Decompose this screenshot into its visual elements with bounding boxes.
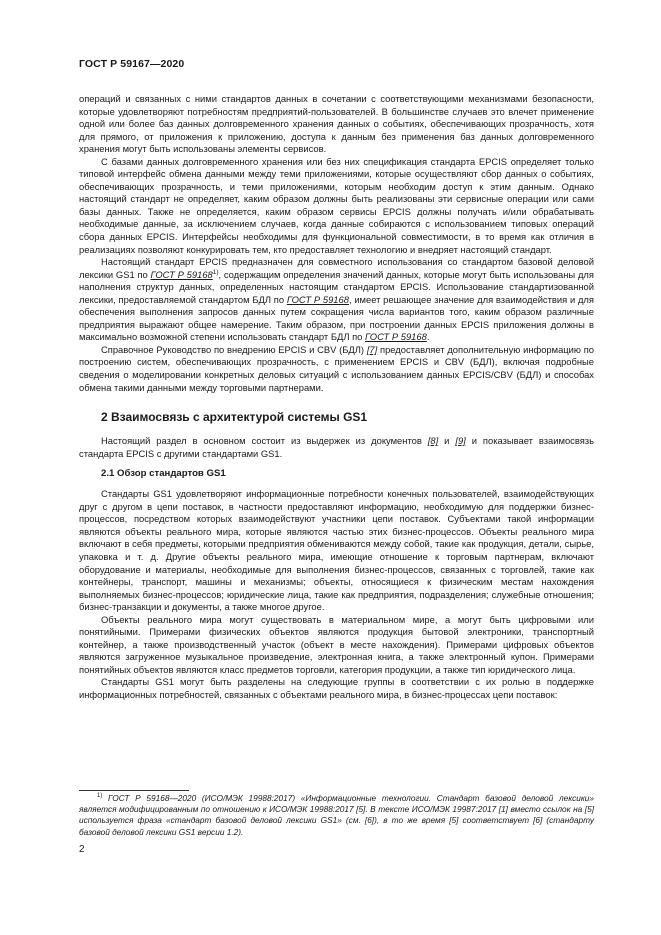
standard-reference-link[interactable]: ГОСТ Р 59168 xyxy=(286,293,349,305)
standard-reference-link[interactable]: ГОСТ Р 59168 xyxy=(365,331,427,343)
text-run: Настоящий раздел в основном состоит из выдержек из документов xyxy=(101,435,428,447)
paragraph: С базами данных долговременного хранения или без них спецификация стандарта EPCIS определяет только типовой интерфейс обмена данными между теми приложениями, которые осуществляют сбор данных о событиях, обеспечивающих прозрачность, и теми приложениями, которым необходим доступ к этим данным. Однако настоящий стандарт не определяет, каким образом должны быть реализованы эти сервисные операции или сами базы данных. Также не определяется, каким образом сервисы EPCIS должны получать и/или обрабатывать необходимые данные, за исключением случаев, когда данные собираются с использованием типовых операций сбора данных EPCIS. Интерфейсы необходимы для функциональной совместимости, в то время как отличия в реализациях позволяют конкурировать тем, кто предоставляет технологию и внедряет настоящий стандарт. xyxy=(79,155,594,255)
footnote-divider xyxy=(79,790,189,791)
footnote xyxy=(79,793,594,838)
paragraph xyxy=(79,344,594,394)
paragraph: Стандарты GS1 удовлетворяют информационные потребности конечных пользователей, взаимодействующих друг с другом в цепи поставок, в частности предоставляют информацию, необходимую для поддержки бизнес-процессов, посредством которых взаимодействуют участники цепи поставок. Субъектами такой информации являются объекты реального мира, которые являются частью этих бизнес-процессов. Объекты реального мира включают в себя предметы, которыми предприятия обмениваются между собой, такие как продукция, детали, сырье, упаковка и т. д. Другие объекты реального мира, имеющие отношение к торговым партнерам, включают оборудование и материалы, необходимые для выполнения бизнес-процессов, связанных с торговлей, такие как контейнеры, транспорт, машины и механизмы; объекты, относящиеся к физическим местам нахождения выполняемых бизнес-процессов; юридические лица, такие как предприятия, подразделения; служебные отношения; бизнес-транзакции и документы, а также многое другое. xyxy=(79,488,594,613)
text-run: предоставляет дополнительную информацию по построению систем, обеспечивающих прозрачность, с применением EPCIS и CBV (БДЛ), включая подробные сведения о моделировании конкретных деловых ситуаций с использованием данных EPCIS/CBV (БДЛ) и способах обмена такими данными между торговыми партнерами. xyxy=(79,343,594,393)
text-run: , содержащим определения значений данных, которые могут быть использованы для наполнения структур данных, определенных настоящим стандартом EPCIS. Использование стандартизованной лексики, предоставляемой стандартом БДЛ по xyxy=(79,268,594,305)
text-run: Справочное Руководство по внедрению EPCIS и CBV (БДЛ) xyxy=(101,343,367,355)
bibliography-reference-link[interactable]: [9] xyxy=(455,435,466,447)
text-run: и xyxy=(438,435,456,447)
text-run: , имеет решающее значение для взаимодействия и для обеспечения выполнения запросов данных путем сокращения числа вариантов того, каким образом различные предприятия выражают общее намерение. Таким образом, при построении данных EPCIS приложения должны в максимально возможной степени использовать стандарт БДЛ по xyxy=(79,293,594,343)
standard-reference-link[interactable]: ГОСТ Р 59168 xyxy=(150,268,213,280)
text-run: . xyxy=(426,331,430,343)
page-number: 2 xyxy=(79,844,85,855)
text-run: Настоящий стандарт EPCIS предназначен для совместного использования со стандартом базовой деловой лексики GS1 по xyxy=(79,256,594,280)
paragraph xyxy=(79,256,594,344)
paragraph xyxy=(79,435,594,460)
footnote-number: 1) xyxy=(97,793,103,800)
document-header: ГОСТ Р 59167—2020 xyxy=(79,58,185,70)
subsection-heading: 2.1 Обзор стандартов GS1 xyxy=(101,468,226,480)
paragraph: операций и связанных с ними стандартов данных в сочетании с соответствующими механизмами безопасности, которые удовлетворяют потребностям предприятий-пользователей. В большинстве случаев это влечет применение одной или более баз данных долговременного хранения данных о событиях, обеспечивающих прозрачность, хотя для прямого, от приложения к приложению, доступа к данным без применения баз данных долговременного хранения могут быть использованы элементы сервисов. xyxy=(79,93,594,155)
bibliography-reference-link[interactable]: [8] xyxy=(427,435,439,447)
bibliography-reference-link[interactable]: [7] xyxy=(366,343,378,355)
paragraph: Стандарты GS1 могут быть разделены на следующие группы в соответствии с их ролью в поддержке информационных потребностей, связанных с объектами реального мира, в бизнес-процессах цепи поставок: xyxy=(79,676,594,700)
footnote-marker[interactable]: 1) xyxy=(212,268,219,276)
footnote-text: ГОСТ Р 59168—2020 (ИСО/МЭК 19988:2017) «Информационные технологии. Стандарт базовой деловой лексики» является модифицированным по отношению к ИСО/МЭК 19988:2017 [5]. В тексте ИСО/МЭК 19987:2017 [1] вместо ссылок на [5] используется фраза «стандарт базовой деловой лексики GS1» (см. [6]), в то же время [5] соответствует [6] (стандарту базовой деловой лексики GS1 версии 1.2). xyxy=(79,793,594,837)
page-body xyxy=(79,93,594,702)
section-heading: 2 Взаимосвязь с архитектурой системы GS1 xyxy=(101,410,368,425)
paragraph: Объекты реального мира могут существовать в материальном мире, а могут быть цифровыми или понятийными. Примерами физических объектов являются продукция бытовой электроники, транспортный контейнер, а также производственный участок (объект в месте нахождения). Примерами цифровых объектов являются загруженное музыкальное произведение, электронная книга, а также электронный купон. Примерами понятийных объектов являются класс предметов торговли, категория продукции, а также тип юридического лица. xyxy=(79,613,594,675)
text-run: и показывает взаимосвязь стандарта EPCIS с другими стандартами GS1. xyxy=(79,435,594,459)
